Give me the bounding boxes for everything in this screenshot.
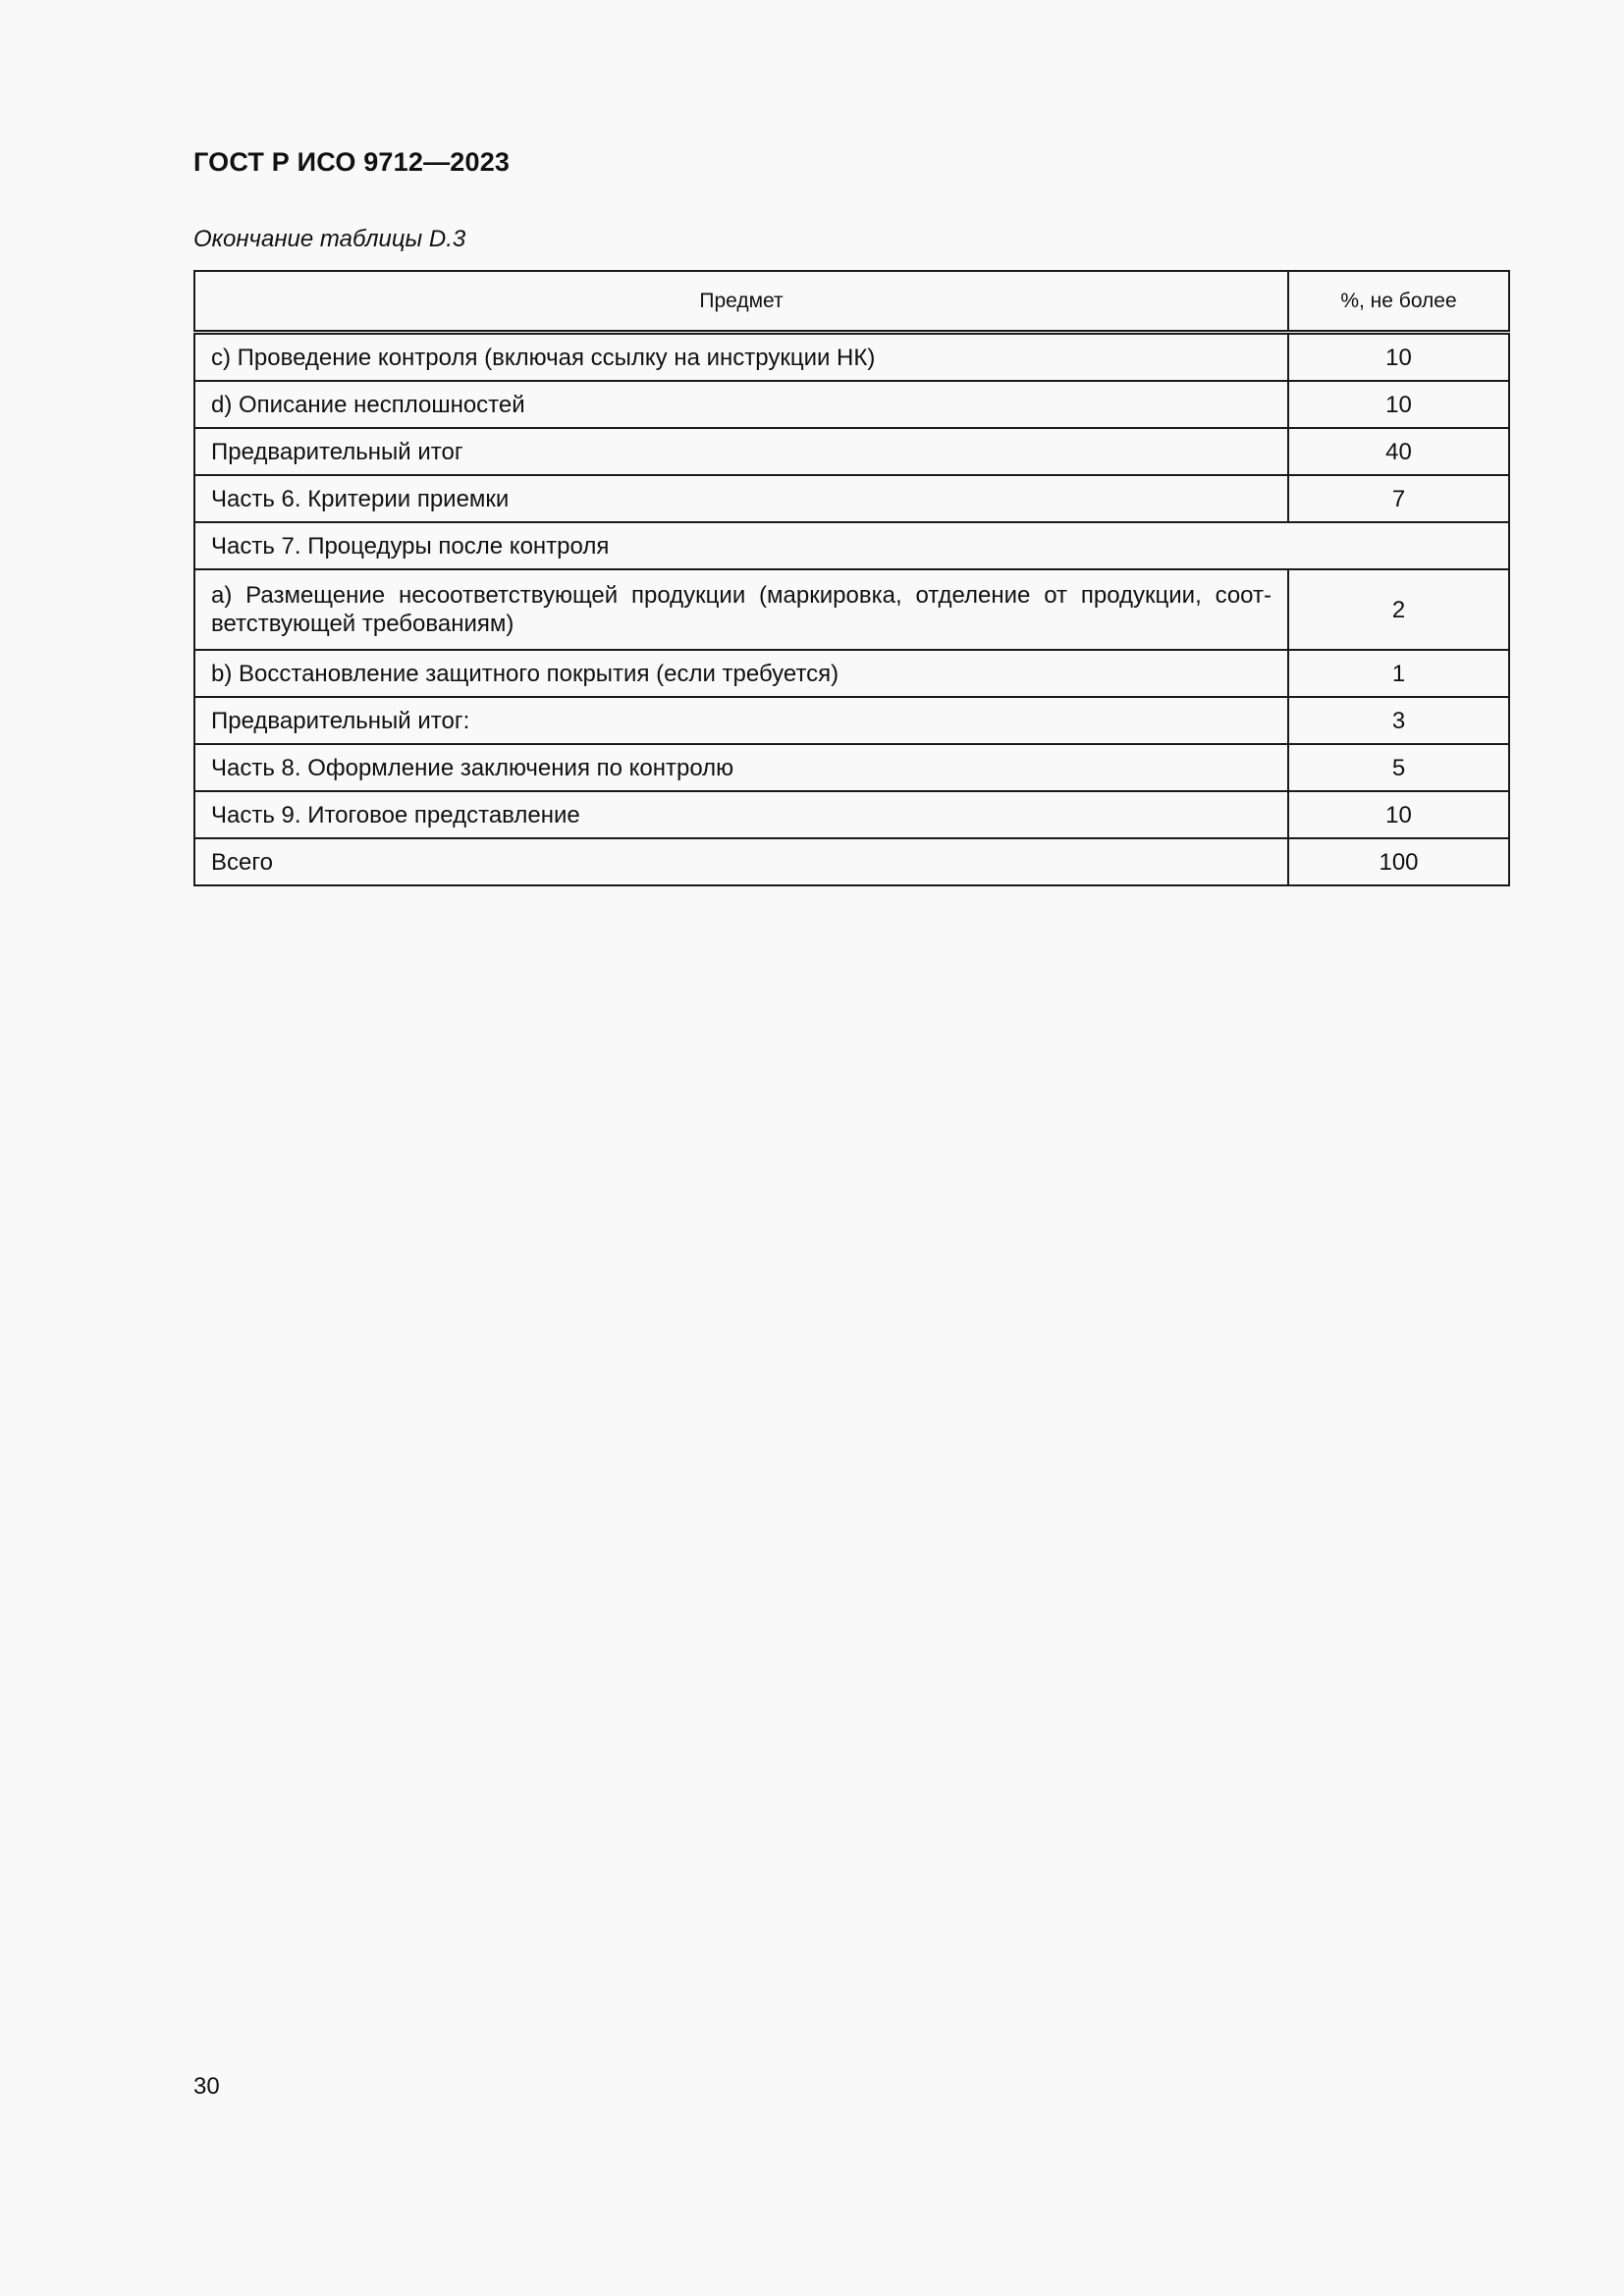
table-section-row [194, 522, 1509, 569]
row-percent: 5 [1288, 744, 1509, 791]
row-subject: а) Размещение несоответствующей продукции (маркировка, отделение от продукции, соот-ветствующей требованиям) [194, 569, 1288, 650]
section-title: Часть 7. Процедуры после контроля [194, 522, 1509, 569]
row-subject: b) Восстановление защитного покрытия (если требуется) [194, 650, 1288, 697]
table-row [194, 697, 1509, 744]
row-subject: Часть 6. Критерии приемки [194, 475, 1288, 522]
table-row [194, 791, 1509, 838]
row-percent: 7 [1288, 475, 1509, 522]
requirements-table [193, 270, 1510, 886]
row-percent: 10 [1288, 381, 1509, 428]
table-row [194, 333, 1509, 382]
row-subject: Предварительный итог [194, 428, 1288, 475]
table-row [194, 744, 1509, 791]
row-subject: Часть 9. Итоговое представление [194, 791, 1288, 838]
row-percent: 10 [1288, 791, 1509, 838]
table-caption: Окончание таблицы D.3 [193, 226, 466, 252]
column-header-subject: Предмет [194, 271, 1288, 333]
row-subject: Часть 8. Оформление заключения по контролю [194, 744, 1288, 791]
page-number: 30 [193, 2073, 220, 2100]
table-row [194, 381, 1509, 428]
row-percent: 10 [1288, 333, 1509, 382]
total-percent: 100 [1288, 838, 1509, 885]
table-row [194, 475, 1509, 522]
row-subject: d) Описание несплошностей [194, 381, 1288, 428]
row-percent: 2 [1288, 569, 1509, 650]
total-label: Всего [194, 838, 1288, 885]
row-percent: 1 [1288, 650, 1509, 697]
table-row [194, 428, 1509, 475]
document-header: ГОСТ Р ИСО 9712—2023 [193, 147, 511, 177]
column-header-percent: %, не более [1288, 271, 1509, 333]
row-percent: 3 [1288, 697, 1509, 744]
table-total-row [194, 838, 1509, 885]
row-subject: с) Проведение контроля (включая ссылку на инструкции НК) [194, 333, 1288, 382]
table-row [194, 650, 1509, 697]
row-percent: 40 [1288, 428, 1509, 475]
table-row [194, 569, 1509, 650]
table-header-row [194, 271, 1509, 333]
row-subject: Предварительный итог: [194, 697, 1288, 744]
